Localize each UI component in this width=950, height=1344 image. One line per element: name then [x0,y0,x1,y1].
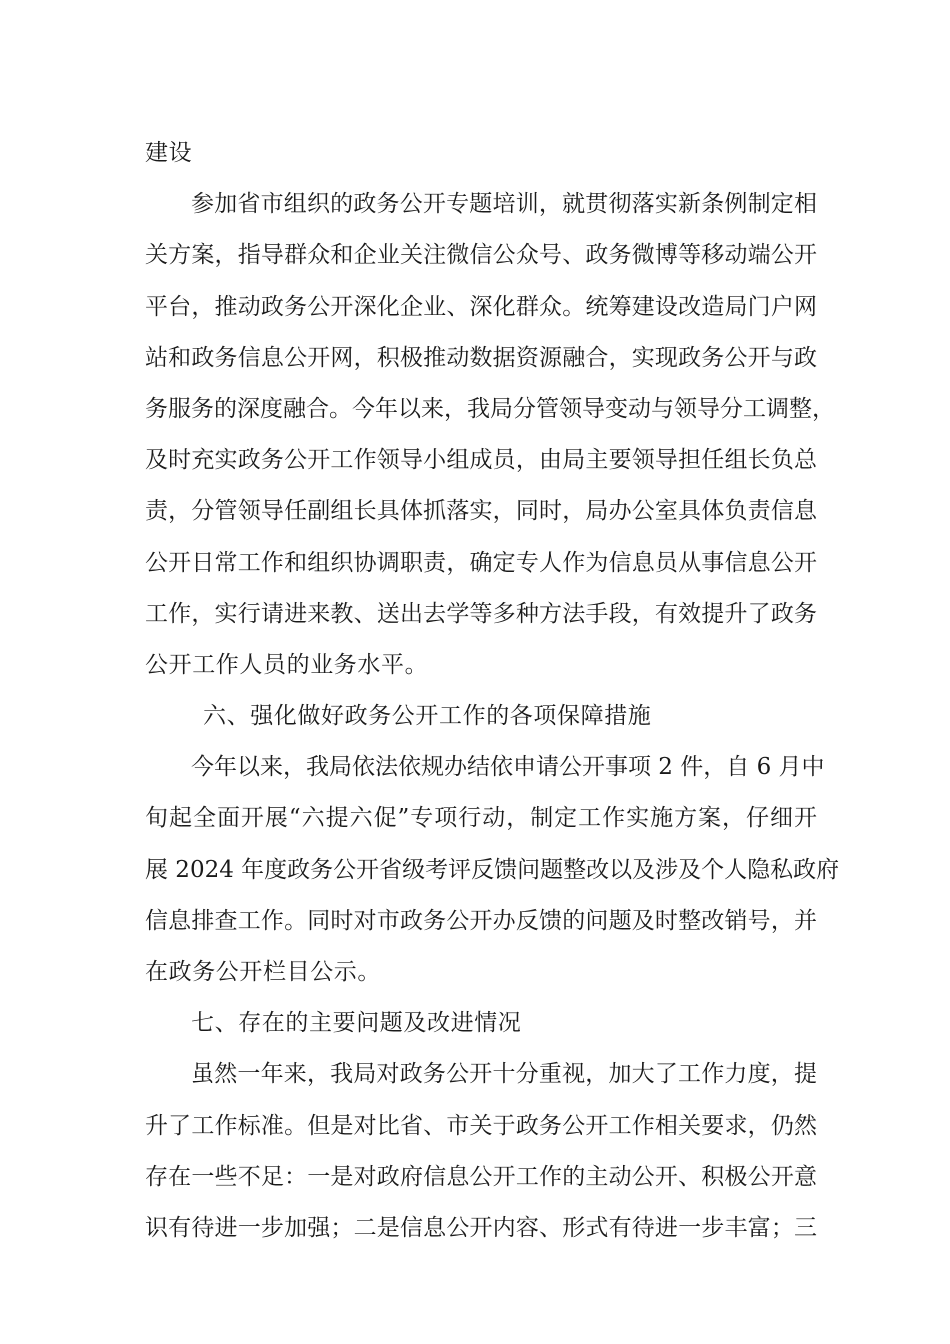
text-line: 识有待进一步加强；二是信息公开内容、形式有待进一步丰富；三 [145,1214,817,1241]
section-heading: 六、强化做好政务公开工作的各项保障措施 [203,703,652,730]
text-line: 站和政务信息公开网，积极推动数据资源融合，实现政务公开与政 [145,344,817,371]
body-text [145,130,840,1256]
paragraph-first-line: 今年以来，我局依法依规办结依申请公开事项 2 件，自 6 月中 [191,754,825,781]
section-heading: 七、存在的主要问题及改进情况 [191,1010,522,1037]
text-line: 公开日常工作和组织协调职责，确定专人作为信息员从事信息公开 [145,549,817,576]
text-line: 信息排查工作。同时对市政务公开办反馈的问题及时整改销号，并 [145,907,817,934]
text-line: 在政务公开栏目公示。 [145,959,381,985]
text-line: 展 2024 年度政务公开省级考评反馈问题整改以及涉及个人隐私政府 [145,856,840,883]
text-line: 及时充实政务公开工作领导小组成员，由局主要领导担任组长负总 [145,447,817,474]
text-line: 关方案，指导群众和企业关注微信公众号、政务微博等移动端公开 [145,242,817,269]
text-line: 务服务的深度融合。今年以来，我局分管领导变动与领导分工调整， [145,395,835,422]
text-line: 责，分管领导任副组长具体抓落实，同时，局办公室具体负责信息 [145,498,817,525]
paragraph-first-line: 参加省市组织的政务公开专题培训，就贯彻落实新条例制定相 [191,191,817,218]
text-line: 平台，推动政务公开深化企业、深化群众。统筹建设改造局门户网 [145,293,817,320]
text-line: 旬起全面开展“六提六促”专项行动，制定工作实施方案，仔细开 [145,805,817,832]
text-line: 公开工作人员的业务水平。 [145,651,429,678]
text-line: 升了工作标准。但是对比省、市关于政务公开工作相关要求，仍然 [145,1112,817,1139]
text-line: 工作，实行请进来教、送出去学等多种方法手段，有效提升了政务 [145,600,817,627]
text-line: 存在一些不足：一是对政府信息公开工作的主动公开、积极公开意 [145,1163,817,1190]
text-line: 建设 [145,140,193,166]
paragraph-first-line: 虽然一年来，我局对政务公开十分重视，加大了工作力度，提 [191,1061,817,1088]
